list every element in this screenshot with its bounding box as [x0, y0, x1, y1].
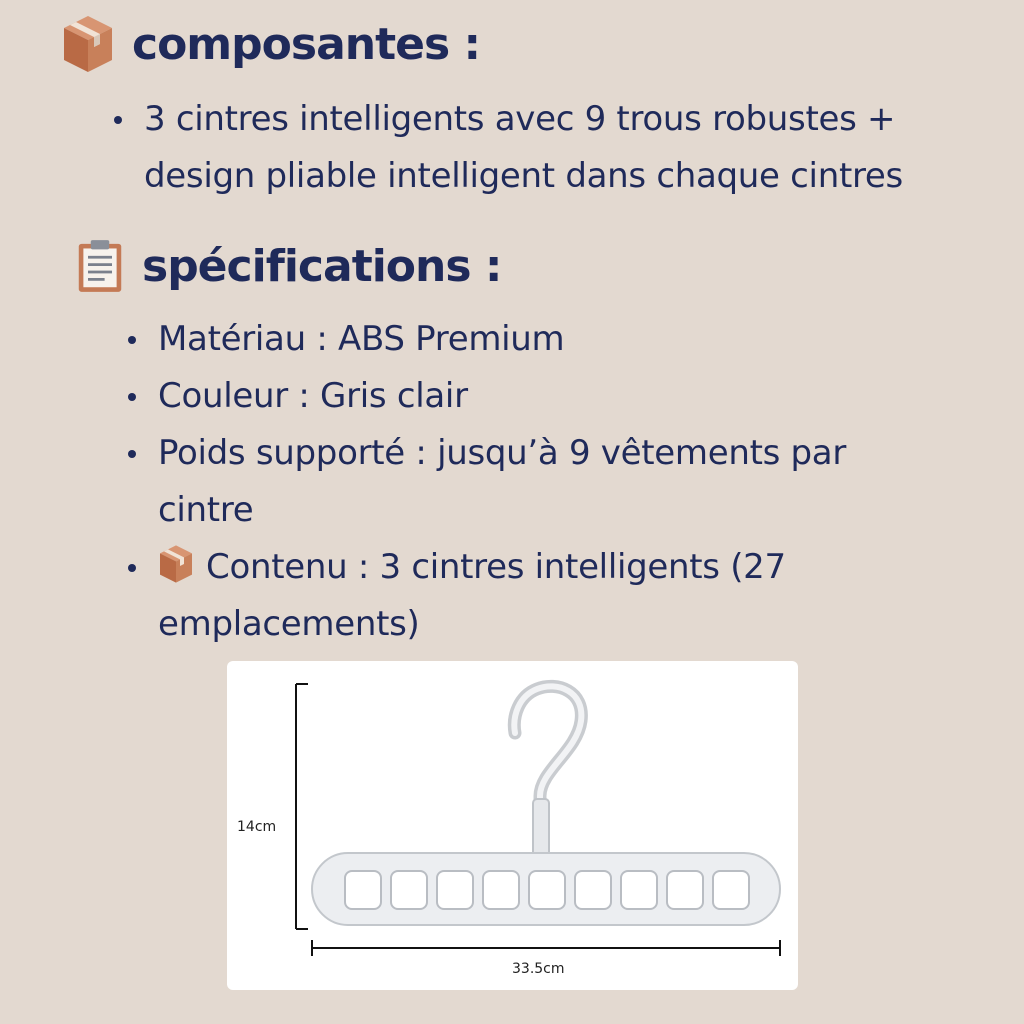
list-item: Matériau : ABS Premium: [128, 311, 948, 368]
product-image: [227, 661, 798, 990]
package-icon: [158, 544, 194, 584]
width-label: 33.5cm: [512, 961, 565, 977]
list-item: Couleur : Gris clair: [128, 368, 948, 425]
hanger-illustration: [227, 661, 798, 990]
specifications-list: [128, 311, 948, 653]
specifications-heading: [76, 236, 501, 296]
section-title-composantes: composantes :: [132, 18, 481, 70]
contenu-text: Contenu : 3 cintres intelligents (27 emplacements): [158, 547, 786, 644]
list-item: 3 cintres intelligents avec 9 trous robustes + design pliable intelligent dans chaque cintres: [114, 91, 974, 205]
clipboard-icon: [76, 236, 124, 296]
list-item-contenu: [128, 539, 838, 653]
composantes-heading: [62, 14, 480, 74]
height-label: 14cm: [237, 819, 277, 835]
list-item: Poids supporté : jusqu’à 9 vêtements par cintre: [128, 425, 898, 539]
package-icon: [62, 14, 114, 74]
composantes-list: [114, 91, 974, 205]
section-title-specifications: spécifications :: [142, 240, 502, 292]
